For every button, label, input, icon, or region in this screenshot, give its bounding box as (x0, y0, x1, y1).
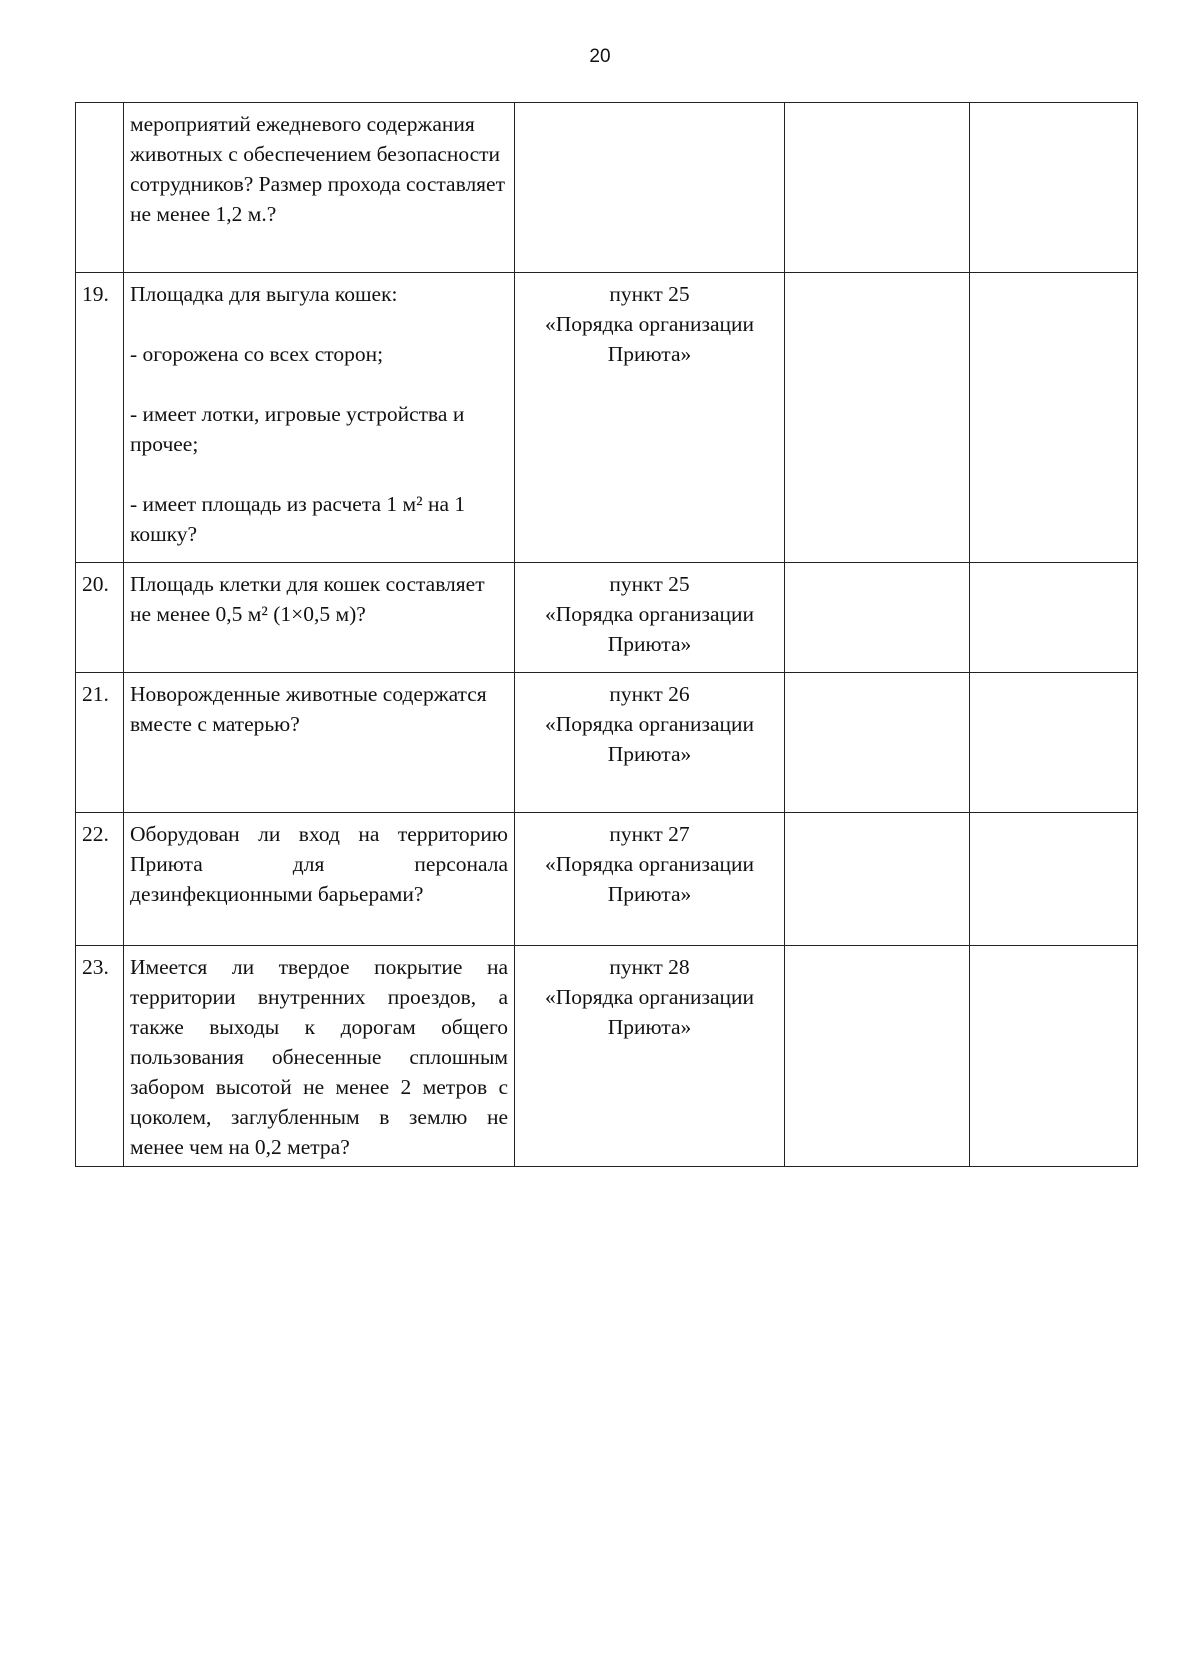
question-text: Площадь клетки для кошек составляет не менее 0,5 м² (1×0,5 м)? (130, 572, 485, 626)
answer-cell (785, 673, 970, 813)
row-number: 23. (76, 946, 124, 1167)
note-cell (970, 673, 1138, 813)
question-cell (124, 563, 515, 673)
note-cell (970, 273, 1138, 563)
question-text: - имеет лотки, игровые устройства и прочее; (130, 402, 465, 456)
row-number: 21. (76, 673, 124, 813)
reference-line: пункт 26 (609, 682, 690, 706)
table-row (76, 673, 1138, 813)
question-text: Площадка для выгула кошек: (130, 282, 398, 306)
reference-cell (515, 563, 785, 673)
note-cell (970, 946, 1138, 1167)
question-cell (124, 813, 515, 946)
table-row (76, 103, 1138, 273)
table-row (76, 946, 1138, 1167)
answer-cell (785, 813, 970, 946)
question-text: - имеет площадь из расчета 1 м² на 1 кошку? (130, 492, 466, 546)
question-text: Новорожденные животные содержатся вместе с матерью? (130, 682, 487, 736)
reference-cell (515, 103, 785, 273)
note-cell (970, 563, 1138, 673)
table-row (76, 563, 1138, 673)
reference-cell (515, 673, 785, 813)
note-cell (970, 813, 1138, 946)
page-number: 20 (589, 46, 611, 67)
question-cell (124, 673, 515, 813)
reference-line: Приюта» (607, 632, 692, 656)
reference-line: «Порядка организации (544, 712, 755, 736)
answer-cell (785, 273, 970, 563)
question-cell (124, 273, 515, 563)
question-text: Оборудован ли вход на территорию Приюта для персонала дезинфекционными барьерами? (130, 822, 508, 906)
row-number: 22. (76, 813, 124, 946)
question-text: - огорожена со всех сторон; (130, 342, 384, 366)
note-cell (970, 103, 1138, 273)
reference-line: Приюта» (607, 882, 692, 906)
reference-line: пункт 25 (609, 282, 690, 306)
row-number: 19. (76, 273, 124, 563)
reference-line: Приюта» (607, 342, 692, 366)
table-row (76, 273, 1138, 563)
reference-cell (515, 273, 785, 563)
reference-cell (515, 813, 785, 946)
checklist-table (75, 102, 1138, 1167)
question-cell (124, 103, 515, 273)
reference-line: пункт 28 (609, 955, 690, 979)
question-cell (124, 946, 515, 1167)
row-number (76, 103, 124, 273)
answer-cell (785, 946, 970, 1167)
reference-line: пункт 25 (609, 572, 690, 596)
answer-cell (785, 103, 970, 273)
question-text: мероприятий ежедневого содержания животных с обеспечением безопасности сотрудников? Размер прохода составляет не менее 1,2 м.? (130, 112, 506, 226)
reference-line: «Порядка организации (544, 312, 755, 336)
answer-cell (785, 563, 970, 673)
reference-line: «Порядка организации (544, 852, 755, 876)
reference-line: пункт 27 (609, 822, 690, 846)
reference-line: «Порядка организации (544, 602, 755, 626)
reference-line: Приюта» (607, 742, 692, 766)
reference-line: Приюта» (607, 1015, 692, 1039)
question-text: Имеется ли твердое покрытие на территории внутренних проездов, а также выходы к дорогам общего пользования обнесенные сплошным забором высотой не менее 2 метров с цоколем, заглубленным в землю не менее чем на 0,2 метра? (130, 955, 508, 1159)
reference-line: «Порядка организации (544, 985, 755, 1009)
table-row (76, 813, 1138, 946)
reference-cell (515, 946, 785, 1167)
row-number: 20. (76, 563, 124, 673)
